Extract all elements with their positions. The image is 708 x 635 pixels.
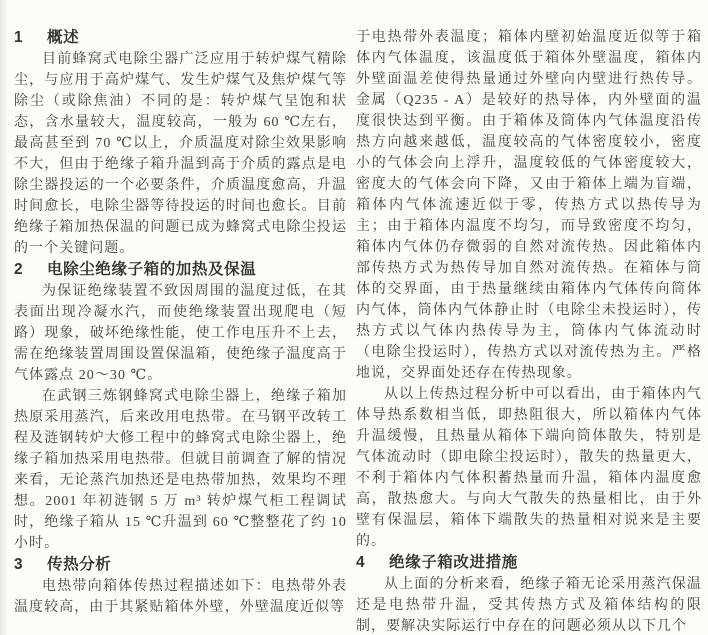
section-4-number: 4 — [356, 554, 365, 571]
paragraph-insulation-2: 在武钢三炼钢蜂窝式电除尘器上，绝缘子箱加热原采用蒸汽，后来改用电热带。在马钢平改转工程及涟钢转炉大修工程中的蜂窝式电除尘器上，绝缘子箱加热采用电热带。但就目前调查了解的情况来看，无论蒸汽加热还是电热带加热，效果均不理想。2001 年初涟钢 5 万 m³ 转炉煤气柜工程调试时，绝缘子箱从 15 ℃升温到 60 ℃整整花了约 10 小时。 — [14, 389, 347, 551]
paragraph-heat-transfer-continued: 于电热带外表温度；箱体内壁初始温度近似等于箱体内气体温度，该温度低于箱体外壁温度，箱体内外壁面温差使得热量通过外壁向内壁进行热传导。金属（Q235 - A）是较好的热导体，内外壁面的温度很快达到平衡。由于箱体及筒体内气体温度沿传热方向越来越低，温度较高的气体密度较小，密度小的气体会向上浮升，温度较低的气体密度较大，密度大的气体会向下降，又由于箱体上端为盲端，箱体内气体流速近似于零，传热方式以热传导为主；由于箱体内温度不均匀，而导致密度不均匀，箱体内气体仍存微弱的自然对流传热。因此箱体内部传热方式为热传导加自然对流传热。在箱体与筒体的交界面，由于热量继续由箱体内气体传向筒体内气体，筒体内气体静止时（电除尘未投运时），传热方式以气体内热传导为主，筒体内气体流动时（电除尘投运时），传热方式以对流传热为主。严格地说，交界面处还存在传热现象。 — [356, 30, 702, 381]
section-4-heading — [356, 552, 702, 574]
section-4-title: 绝缘子箱改进措施 — [389, 554, 518, 571]
paragraph-heat-loss: 从以上传热过程分析中可以看出，由于箱体内气体导热系数相当低，即热阻很大，所以箱体内气体升温缓慢，且热量从箱体下端向筒体散失，特别是气体流动时（即电除尘投运时），散失的热量更大，不利于箱体内气体积蓄热量而升温，箱体内温度愈高，散热愈大。与向大气散失的热量相比，由于外壁有保温层，箱体下端散失的热量相对说来是主要的。 — [356, 387, 702, 549]
right-column — [356, 27, 702, 635]
paragraph-overview: 目前蜂窝式电除尘器广泛应用于转炉煤气精除尘，与应用于高炉煤气、发生炉煤气及焦炉煤气等除尘（或除焦油）不同的是：转炉煤气呈饱和状态，含水量较大，温度较高，一般为 60 ℃左右，最高甚至到 70 ℃以上，介质温度对除尘效果影响不大，但由于绝缘子箱升温到高于介质的露点是电除尘器投运的一个必要条件，介质温度愈高，升温时间愈长，电除尘器等待投运的时间也愈长。目前绝缘子箱加热保温的问题已成为蜂窝式电除尘投运的一个关键问题。 — [14, 52, 347, 256]
section-1-number: 1 — [14, 29, 23, 46]
section-1-title: 概述 — [47, 29, 80, 46]
section-3-heading — [14, 554, 347, 576]
paragraph-heat-transfer-start: 电热带向箱体传热过程描述如下：电热带外表温度较高，由于其紧贴箱体外壁，外壁温度近似等 — [14, 579, 347, 615]
paragraph-improvement: 从上面的分析来看，绝缘子箱无论采用蒸汽保温还是电热带升温，受其传热方式及箱体结构的限制，要解决实际运行中存在的问题必须从以下几个 — [356, 577, 702, 634]
section-2-heading — [14, 259, 347, 281]
section-2-title: 电除尘绝缘子箱的加热及保温 — [47, 261, 257, 278]
section-3-number: 3 — [14, 556, 23, 573]
section-1-heading — [14, 27, 347, 49]
paragraph-insulation-1: 为保证绝缘装置不致因周围的温度过低，在其表面出现冷凝水汽，而使绝缘装置出现爬电（短路）现象，破坏绝缘性能，使工作电压升不上去，需在绝缘装置周围设置保温箱，使绝缘子温度高于气体露点 20～30 ℃。 — [14, 284, 347, 383]
left-column — [14, 27, 347, 635]
section-3-title: 传热分析 — [47, 556, 112, 573]
section-2-number: 2 — [14, 261, 23, 278]
